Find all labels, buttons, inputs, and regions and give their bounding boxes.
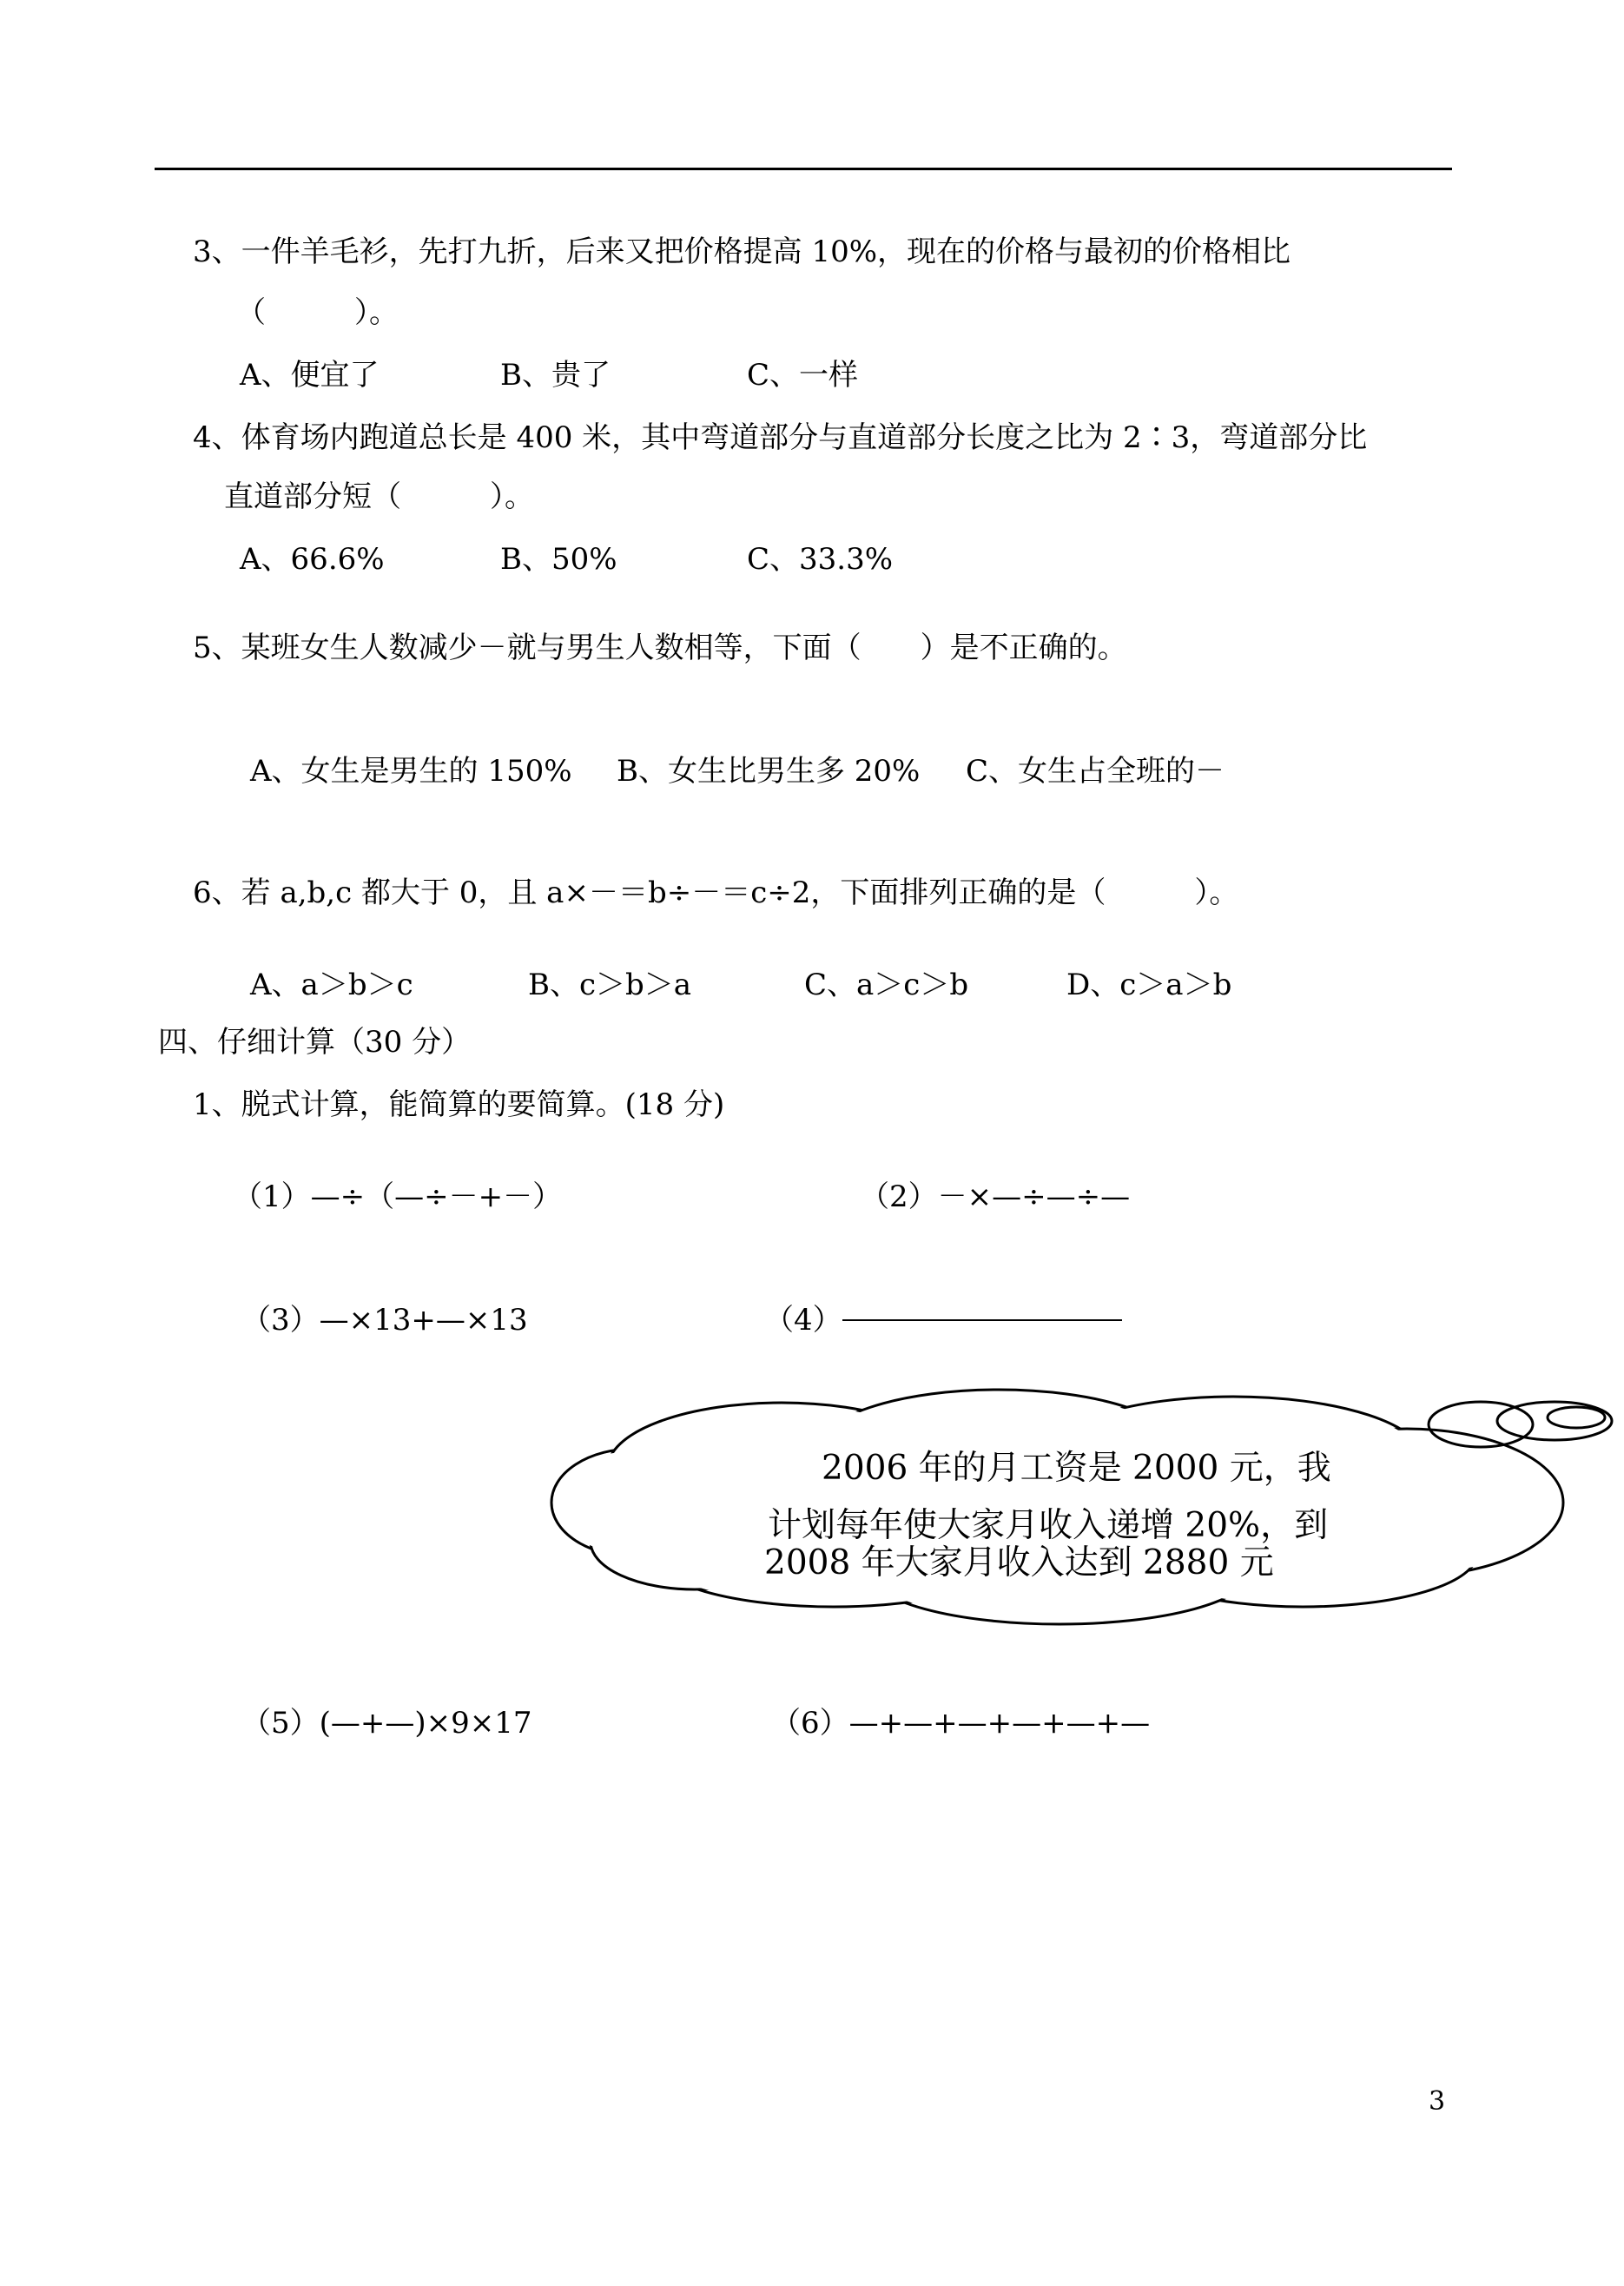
calc-problem-3: （3）—×13+—×13 (241, 1303, 528, 1338)
q4-option-b: B、50% (500, 542, 617, 577)
section4-title: 四、仔细计算（30 分） (158, 1025, 472, 1060)
q3-option-a: A、便宜了 (240, 358, 380, 393)
cloud-line-2: 计划每年使大家月收入递增 20%，到 (768, 1506, 1329, 1545)
calc-problem-2: （2）－×—÷—÷— (860, 1179, 1131, 1214)
q4-line1: 4、体育场内跑道总长是 400 米，其中弯道部分与直道部分长度之比为 2∶3，弯道部分比 (193, 420, 1368, 455)
q5-line1: 5、某班女生人数减少－就与男生人数相等，下面（ ）是不正确的。 (193, 631, 1127, 665)
cloud-line-3-clipped (764, 1543, 1390, 1583)
section4-sub1: 1、脱式计算，能简算的要简算。(18 分) (193, 1087, 725, 1122)
q4-line2: 直道部分短（ ）。 (224, 479, 534, 514)
q4-option-a: A、66.6% (240, 542, 385, 577)
calc-problem-5: （5）(—+—)×9×17 (241, 1706, 532, 1741)
page-number: 3 (1429, 2086, 1446, 2117)
q6-option-d: D、c＞a＞b (1066, 968, 1232, 1002)
calc-problem-4: （4） (764, 1303, 842, 1338)
q3-option-b: B、贵了 (500, 358, 611, 393)
q5-option-b: B、女生比男生多 20% (617, 754, 921, 789)
q5-option-c: C、女生占全班的－ (966, 754, 1225, 789)
problem-4-fraction-bar (842, 1319, 1122, 1321)
q5-option-a: A、女生是男生的 150% (250, 754, 572, 789)
q6-line1: 6、若 a,b,c 都大于 0，且 a×－＝b÷－＝c÷2，下面排列正确的是（ ）。 (193, 875, 1239, 910)
q6-option-c: C、a＞c＞b (804, 968, 969, 1002)
header-rule (155, 168, 1452, 170)
q4-option-c: C、33.3% (747, 542, 894, 577)
q3-line2: （ ）。 (236, 295, 399, 330)
q3-line1: 3、一件羊毛衫，先打九折，后来又把价格提高 10%，现在的价格与最初的价格相比 (193, 235, 1291, 269)
q6-option-a: A、a＞b＞c (250, 968, 413, 1002)
cloud-line-1: 2006 年的月工资是 2000 元，我 (822, 1449, 1331, 1488)
q3-option-c: C、一样 (747, 358, 859, 393)
calc-problem-1: （1）—÷（—÷－+－） (233, 1179, 563, 1214)
cloud-line-3: 2008 年大家月收入达到 2880 元 (764, 1543, 1274, 1582)
calc-problem-6: （6）—+—+—+—+—+— (771, 1706, 1151, 1741)
q6-option-b: B、c＞b＞a (528, 968, 692, 1002)
